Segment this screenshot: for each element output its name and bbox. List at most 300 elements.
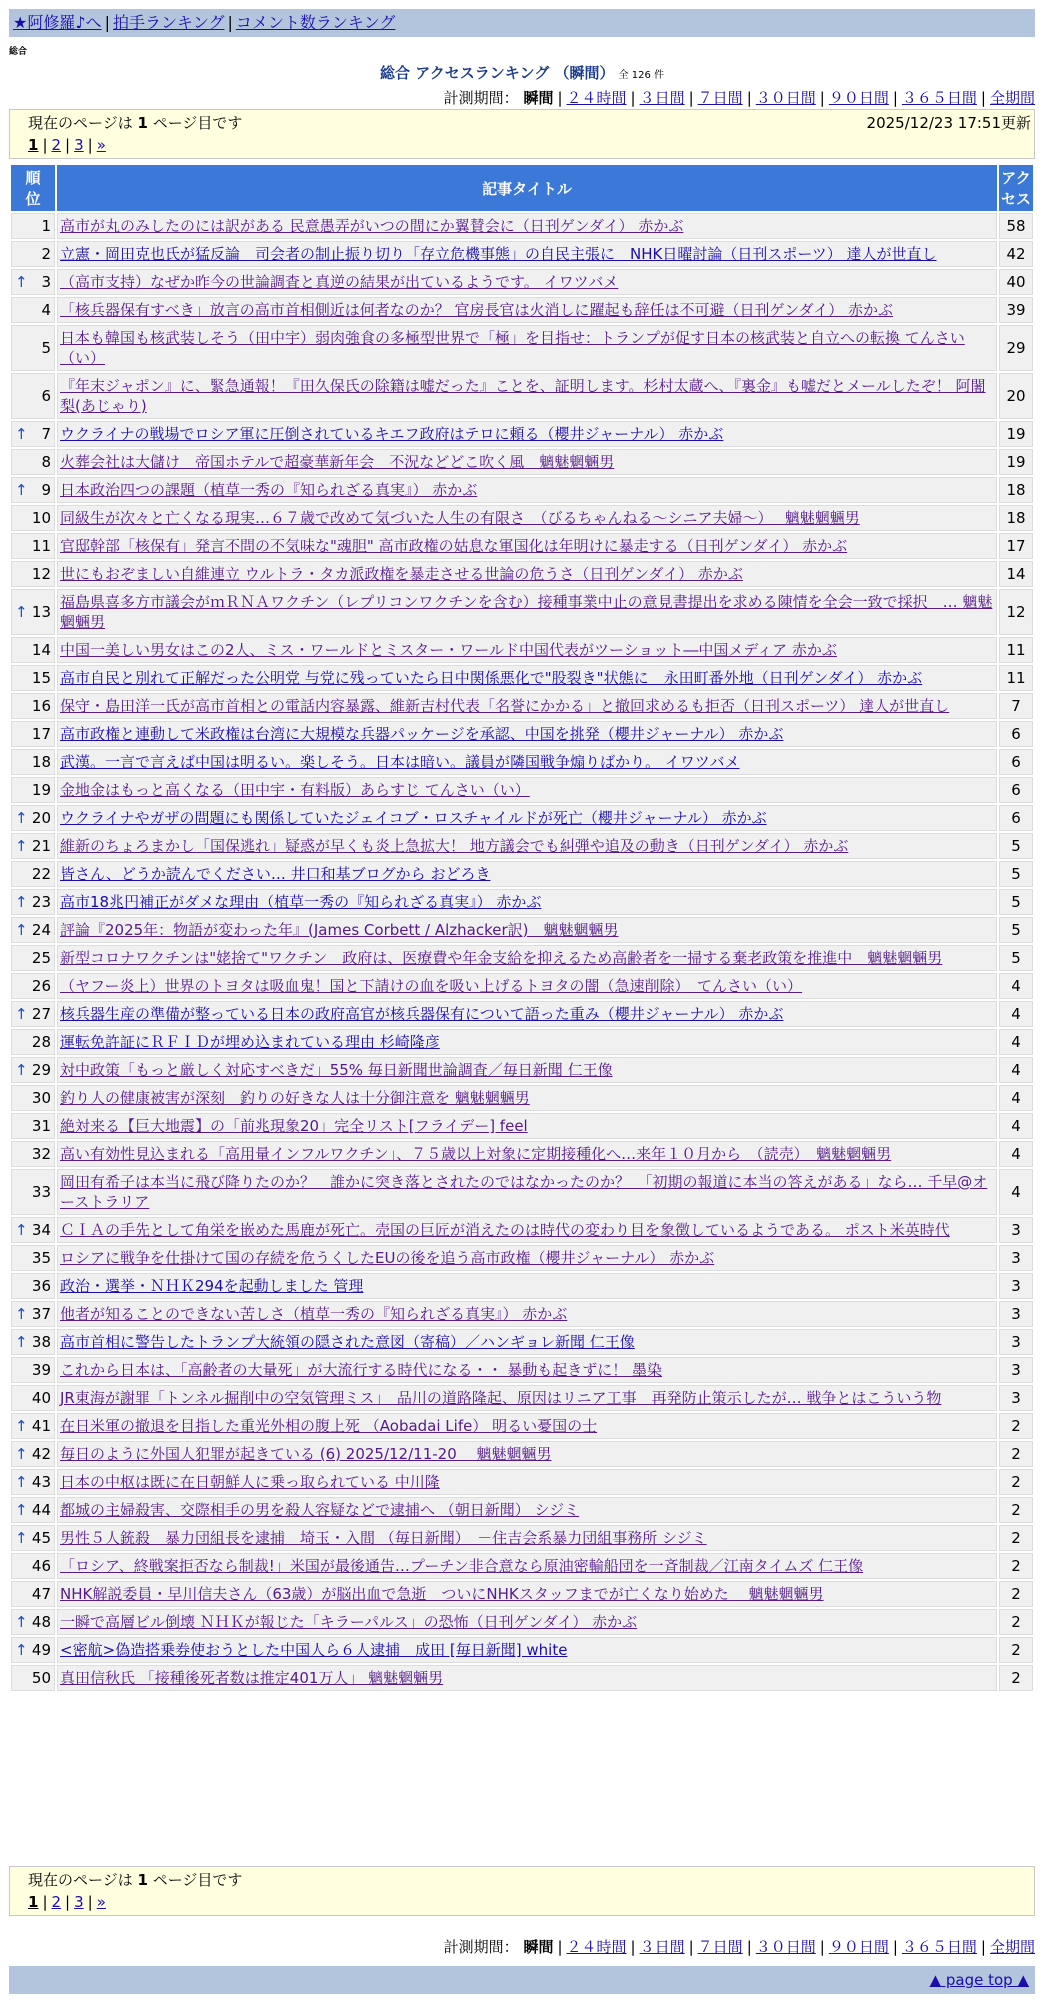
period-option-4[interactable]: ９０日間 bbox=[828, 1938, 889, 1956]
table-row bbox=[11, 1141, 1033, 1167]
period-separator: | bbox=[980, 89, 986, 107]
period-separator: | bbox=[688, 89, 694, 107]
rank-number: 44 bbox=[31, 1501, 51, 1519]
table-row bbox=[11, 449, 1033, 475]
article-link[interactable]: JR東海が謝罪「トンネル掘削中の空気管理ミス」 品川の道路隆起、原因はリニア工事 再発防止策示したが… 戦争とはこういう物 bbox=[60, 1389, 942, 1407]
article-link[interactable]: （ヤフー炎上）世界のトヨタは吸血鬼！国と下請けの血を吸い上げるトヨタの闇（急速削除） てんさい（い） bbox=[60, 977, 803, 995]
access-count: 4 bbox=[999, 1141, 1033, 1167]
rank-cell bbox=[11, 1057, 55, 1083]
rank-cell bbox=[11, 637, 55, 663]
article-link[interactable]: 高市政権と連動して米政権は台湾に大規模な兵器パッケージを承認、中国を挑発（櫻井ジャーナル） 赤かぶ bbox=[60, 725, 784, 743]
title-cell bbox=[57, 1637, 997, 1663]
article-link[interactable]: 日本政治四つの課題（植草一秀の『知られざる真実』） 赤かぶ bbox=[60, 481, 478, 499]
period-option-6[interactable]: 全期間 bbox=[989, 89, 1035, 107]
pager-separator: | bbox=[42, 136, 48, 154]
table-row bbox=[11, 1217, 1033, 1243]
article-link[interactable]: 新型コロナワクチンは"姥捨て"ワクチン 政府は、医療費や年金支給を抑えるため高齢者を一掃する棄老政策を推進中 魑魅魍魎男 bbox=[60, 949, 943, 967]
table-row bbox=[11, 1329, 1033, 1355]
rank-cell bbox=[11, 421, 55, 447]
rank-number: 1 bbox=[41, 217, 51, 235]
period-separator: | bbox=[746, 1938, 752, 1956]
table-row bbox=[11, 421, 1033, 447]
table-row bbox=[11, 861, 1033, 887]
table-row bbox=[11, 665, 1033, 691]
category-label: 総合 bbox=[9, 47, 28, 57]
table-row bbox=[11, 1057, 1033, 1083]
table-row bbox=[11, 297, 1033, 323]
period-option-1[interactable]: ３日間 bbox=[639, 89, 685, 107]
access-count: 4 bbox=[999, 1057, 1033, 1083]
access-count: 3 bbox=[999, 1329, 1033, 1355]
rank-number: 18 bbox=[31, 753, 51, 771]
rank-cell bbox=[11, 449, 55, 475]
page-info-bottom bbox=[9, 1866, 1035, 1916]
title-cell bbox=[57, 505, 997, 531]
table-row bbox=[11, 777, 1033, 803]
rank-up-arrow-icon: ↑ bbox=[15, 921, 28, 939]
rank-number: 3 bbox=[41, 273, 51, 291]
article-link[interactable]: 一瞬で高層ビル倒壊 ＮＨＫが報じた「キラーパルス」の恐怖（日刊ゲンダイ） 赤かぶ bbox=[60, 1613, 638, 1631]
page-info-top bbox=[9, 109, 1035, 159]
article-link[interactable]: 高市首相に警告したトランプ大統領の隠された意図（寄稿）／ハンギョレ新聞 仁王像 bbox=[60, 1333, 635, 1351]
table-row bbox=[11, 1245, 1033, 1271]
rank-cell bbox=[11, 1581, 55, 1607]
applause-ranking-link[interactable]: 拍手ランキング bbox=[112, 13, 225, 32]
access-count: 2 bbox=[999, 1581, 1033, 1607]
access-count: 2 bbox=[999, 1441, 1033, 1467]
rank-number: 11 bbox=[31, 537, 51, 555]
period-option-0[interactable]: ２４時間 bbox=[566, 1938, 627, 1956]
table-row bbox=[11, 749, 1033, 775]
access-count: 11 bbox=[999, 637, 1033, 663]
comment-ranking-link[interactable]: コメント数ランキング bbox=[235, 13, 396, 32]
article-link[interactable]: 岡田有希子は本当に飛び降りたのか？ 誰かに突き落とされたのではなかったのか？ 「初期の報道に本当の答えがある」なら… 千早@オーストラリア bbox=[60, 1173, 988, 1211]
title-cell bbox=[57, 449, 997, 475]
period-selector-top bbox=[444, 87, 1035, 108]
table-row bbox=[11, 1469, 1033, 1495]
period-option-5[interactable]: ３６５日間 bbox=[901, 1938, 977, 1956]
pager-separator: | bbox=[87, 1893, 93, 1911]
article-link[interactable]: 皆さん、どうか読んでください… 井口和基ブログから おどろき bbox=[60, 865, 491, 883]
access-count: 12 bbox=[999, 589, 1033, 635]
period-separator: | bbox=[557, 89, 563, 107]
pager-top bbox=[28, 136, 106, 154]
access-count: 5 bbox=[999, 889, 1033, 915]
table-row bbox=[11, 805, 1033, 831]
current-page-text bbox=[28, 112, 242, 133]
period-option-1[interactable]: ３日間 bbox=[639, 1938, 685, 1956]
table-row bbox=[11, 1525, 1033, 1551]
rank-number: 27 bbox=[31, 1005, 51, 1023]
rank-cell bbox=[11, 889, 55, 915]
rank-number: 28 bbox=[31, 1033, 51, 1051]
article-link[interactable]: <密航>偽造搭乗券使おうとした中国人ら６人逮捕 成田 [毎日新聞] white bbox=[60, 1641, 568, 1659]
rank-cell bbox=[11, 1525, 55, 1551]
table-row bbox=[11, 1001, 1033, 1027]
article-link[interactable]: 高い有効性見込まれる「高用量インフルワクチン」、７５歳以上対象に定期接種化へ…来年１０月から （読売） 魑魅魍魎男 bbox=[60, 1145, 892, 1163]
table-row bbox=[11, 1581, 1033, 1607]
rank-cell bbox=[11, 1029, 55, 1055]
article-link[interactable]: 「ロシア、終戦案拒否なら制裁!」米国が最後通告…プーチン非合意なら原油密輸船団を一斉制裁／江南タイムズ 仁王像 bbox=[60, 1557, 864, 1575]
article-link[interactable]: 維新のちょろまかし「国保逃れ」疑惑が早くも炎上急拡大！ 地方議会でも糾弾や追及の動き（日刊ゲンダイ） 赤かぶ bbox=[60, 837, 849, 855]
rank-number: 7 bbox=[41, 425, 51, 443]
page-prefix: 現在のページは bbox=[28, 114, 133, 132]
period-separator: | bbox=[892, 1938, 898, 1956]
period-current: 瞬間 bbox=[523, 89, 554, 107]
article-link[interactable]: 保守・島田洋一氏が高市首相との電話内容暴露、維新吉村代表「名誉にかかる」と撤回求めるも拒否（日刊スポーツ） 達人が世直し bbox=[60, 697, 950, 715]
total-count: 全 126 件 bbox=[618, 70, 664, 81]
table-row bbox=[11, 1029, 1033, 1055]
rank-cell bbox=[11, 1301, 55, 1327]
pager-page-3[interactable]: 3 bbox=[74, 1893, 84, 1911]
table-row bbox=[11, 505, 1033, 531]
access-count: 2 bbox=[999, 1525, 1033, 1551]
title-cell bbox=[57, 325, 997, 371]
article-link[interactable]: 真田信秋氏 「接種後死者数は推定401万人」 魑魅魍魎男 bbox=[60, 1669, 444, 1687]
article-link[interactable]: 同級生が次々と亡くなる現実…６７歳で改めて気づいた人生の有限さ （びるちゃんねる～シニア夫婦～） 魑魅魍魎男 bbox=[60, 509, 860, 527]
title-cell bbox=[57, 1141, 997, 1167]
title-cell bbox=[57, 1385, 997, 1411]
table-row bbox=[11, 721, 1033, 747]
article-link[interactable]: 立憲・岡田克也氏が猛反論 司会者の制止振り切り「存立危機事態」の自民主張に NHK日曜討論（日刊スポーツ） 達人が世直し bbox=[60, 245, 937, 263]
title-cell bbox=[57, 561, 997, 587]
title-cell bbox=[57, 1553, 997, 1579]
rank-cell bbox=[11, 1357, 55, 1383]
title-cell bbox=[57, 861, 997, 887]
rank-cell bbox=[11, 1169, 55, 1215]
title-cell bbox=[57, 1001, 997, 1027]
rank-cell bbox=[11, 1273, 55, 1299]
article-link[interactable]: 政治・選挙・ＮＨＫ294を起動しました 管理 bbox=[60, 1277, 364, 1295]
table-row bbox=[11, 833, 1033, 859]
rank-number: 37 bbox=[31, 1305, 51, 1323]
article-link[interactable]: 在日米軍の撤退を目指した重光外相の腹上死 （Aobadai Life） 明るい憂国の士 bbox=[60, 1417, 598, 1435]
pager-bottom bbox=[28, 1893, 106, 1911]
rank-number: 34 bbox=[31, 1221, 51, 1239]
title-cell bbox=[57, 1357, 997, 1383]
table-row bbox=[11, 889, 1033, 915]
access-count: 40 bbox=[999, 269, 1033, 295]
table-row bbox=[11, 1497, 1033, 1523]
article-link[interactable]: 武漢。一言で言えば中国は明るい。楽しそう。日本は暗い。議員が隣国戦争煽りばかり。 イワツバメ bbox=[60, 753, 740, 771]
period-option-2[interactable]: ７日間 bbox=[697, 1938, 743, 1956]
pager-current: 1 bbox=[28, 136, 39, 154]
top-nav-bar bbox=[9, 9, 1035, 37]
access-count: 4 bbox=[999, 1001, 1033, 1027]
table-row bbox=[11, 1385, 1033, 1411]
col-title-header: 記事タイトル bbox=[57, 165, 997, 211]
bottom-bar bbox=[9, 1966, 1035, 1994]
access-count: 19 bbox=[999, 421, 1033, 447]
article-link[interactable]: 世にもおぞましい自維連立 ウルトラ・タカ派政権を暴走させる世論の危うさ（日刊ゲンダイ） 赤かぶ bbox=[60, 565, 743, 583]
rank-cell bbox=[11, 1141, 55, 1167]
access-count: 19 bbox=[999, 449, 1033, 475]
rank-cell bbox=[11, 973, 55, 999]
rank-cell bbox=[11, 505, 55, 531]
rank-number: 4 bbox=[41, 301, 51, 319]
article-link[interactable]: 中国一美しい男女はこの2人、ミス・ワールドとミスター・ワールド中国代表がツーショット―中国メディア 赤かぶ bbox=[60, 641, 837, 659]
access-count: 4 bbox=[999, 1169, 1033, 1215]
access-count: 5 bbox=[999, 861, 1033, 887]
article-link[interactable]: 高市が丸のみしたのには訳がある 民意愚弄がいつの間にか翼賛会に（日刊ゲンダイ） 赤かぶ bbox=[60, 217, 684, 235]
title-cell bbox=[57, 1329, 997, 1355]
rank-number: 2 bbox=[41, 245, 51, 263]
access-count: 3 bbox=[999, 1385, 1033, 1411]
title-cell bbox=[57, 1441, 997, 1467]
pager-page-3[interactable]: 3 bbox=[74, 136, 84, 154]
ranking-table-wrapper bbox=[9, 163, 1035, 1693]
rank-number: 41 bbox=[31, 1417, 51, 1435]
col-rank-header: 順 位 bbox=[11, 165, 55, 211]
access-count: 6 bbox=[999, 721, 1033, 747]
title-cell bbox=[57, 1301, 997, 1327]
article-link[interactable]: 男性５人銃殺 暴力団組長を逮捕 埼玉・入間 （毎日新聞） －住吉会系暴力団組事務所 シジミ bbox=[60, 1529, 707, 1547]
rank-number: 50 bbox=[31, 1669, 51, 1687]
rank-up-arrow-icon: ↑ bbox=[15, 837, 28, 855]
nav-separator: | bbox=[104, 13, 110, 32]
period-selector-bottom bbox=[444, 1936, 1035, 1957]
rank-number: 15 bbox=[31, 669, 51, 687]
period-option-4[interactable]: ９０日間 bbox=[828, 89, 889, 107]
rank-up-arrow-icon: ↑ bbox=[15, 1473, 28, 1491]
title-cell bbox=[57, 1413, 997, 1439]
article-link[interactable]: ウクライナの戦場でロシア軍に圧倒されているキエフ政府はテロに頼る（櫻井ジャーナル） 赤かぶ bbox=[60, 425, 724, 443]
title-cell bbox=[57, 721, 997, 747]
article-link[interactable]: 金地金はもっと高くなる（田中宇・有料版）あらすじ てんさい（い） bbox=[60, 781, 530, 799]
article-link[interactable]: 火葬会社は大儲け 帝国ホテルで超豪華新年会 不況などどこ吹く風 魑魅魍魎男 bbox=[60, 453, 615, 471]
rank-number: 17 bbox=[31, 725, 51, 743]
pager-separator: | bbox=[65, 136, 71, 154]
title-cell bbox=[57, 1609, 997, 1635]
article-link[interactable]: ロシアに戦争を仕掛けて国の存続を危うくしたEUの後を追う高市政権（櫻井ジャーナル） 赤かぶ bbox=[60, 1249, 715, 1267]
rank-number: 21 bbox=[31, 837, 51, 855]
table-row bbox=[11, 269, 1033, 295]
table-row bbox=[11, 1273, 1033, 1299]
table-row bbox=[11, 373, 1033, 419]
ranking-title: 総合 アクセスランキング （瞬間） bbox=[380, 64, 615, 82]
title-cell bbox=[57, 637, 997, 663]
access-count: 20 bbox=[999, 373, 1033, 419]
page-top-link[interactable]: ▲ page top ▲ bbox=[929, 1971, 1029, 1989]
access-count: 18 bbox=[999, 477, 1033, 503]
period-option-5[interactable]: ３６５日間 bbox=[901, 89, 977, 107]
table-row bbox=[11, 917, 1033, 943]
rank-cell bbox=[11, 917, 55, 943]
title-cell bbox=[57, 665, 997, 691]
title-cell bbox=[57, 213, 997, 239]
period-label: 計測期間： bbox=[443, 89, 524, 107]
rank-cell bbox=[11, 1553, 55, 1579]
table-row bbox=[11, 589, 1033, 635]
table-row bbox=[11, 1665, 1033, 1691]
rank-cell bbox=[11, 1217, 55, 1243]
article-link[interactable]: 福島県喜多方市議会がｍＲＮＡワクチン（レプリコンワクチンを含む）接種事業中止の意見書提出を求める陳情を全会一致で採択 … 魑魅魍魎男 bbox=[60, 593, 993, 631]
article-link[interactable]: 他者が知ることのできない苦しさ（植草一秀の『知られざる真実』） 赤かぶ bbox=[60, 1305, 568, 1323]
title-cell bbox=[57, 1029, 997, 1055]
page-number: 1 bbox=[137, 114, 148, 132]
article-link[interactable]: 高市自民と別れて正解だった公明党 与党に残っていたら日中関係悪化で"股裂き"状態に 永田町番外地（日刊ゲンダイ） 赤かぶ bbox=[60, 669, 923, 687]
rank-cell bbox=[11, 477, 55, 503]
table-row bbox=[11, 477, 1033, 503]
table-row bbox=[11, 693, 1033, 719]
pager-page-2[interactable]: 2 bbox=[51, 136, 62, 154]
period-separator: | bbox=[819, 89, 825, 107]
current-page-text bbox=[28, 1869, 242, 1890]
rank-cell bbox=[11, 833, 55, 859]
rank-number: 29 bbox=[31, 1061, 51, 1079]
rank-number: 48 bbox=[31, 1613, 51, 1631]
rank-up-arrow-icon: ↑ bbox=[15, 425, 28, 443]
title-cell bbox=[57, 1665, 997, 1691]
article-link[interactable]: 高市18兆円補正がダメな理由（植草一秀の『知られざる真実』） 赤かぶ bbox=[60, 893, 542, 911]
article-link[interactable]: 運転免許証にＲＦＩＤが埋め込まれている理由 杉崎隆彦 bbox=[60, 1033, 440, 1051]
period-current: 瞬間 bbox=[523, 1938, 554, 1956]
table-row bbox=[11, 1413, 1033, 1439]
rank-number: 31 bbox=[31, 1117, 51, 1135]
page-suffix: ページ目です bbox=[152, 114, 243, 132]
rank-cell bbox=[11, 721, 55, 747]
article-link[interactable]: 『年末ジャポン』に、緊急通報！『田久保氏の除籍は嘘だった』ことを、証明します。杉村太蔵へ、『裏金』も嘘だとメールしたぞ！ 阿闍梨(あじゃり) bbox=[60, 377, 986, 415]
rank-cell bbox=[11, 269, 55, 295]
article-link[interactable]: 官邸幹部「核保有」発言不問の不気味な"魂胆" 高市政権の姑息な軍国化は年明けに暴走する（日刊ゲンダイ） 赤かぶ bbox=[60, 537, 848, 555]
rank-up-arrow-icon: ↑ bbox=[15, 1305, 28, 1323]
article-link[interactable]: 都城の主婦殺害、交際相手の男を殺人容疑などで逮捕へ （朝日新聞） シジミ bbox=[60, 1501, 580, 1519]
title-cell bbox=[57, 945, 997, 971]
rank-number: 6 bbox=[41, 387, 51, 405]
home-link[interactable]: ★阿修羅♪へ bbox=[13, 13, 102, 32]
period-option-3[interactable]: ３０日間 bbox=[755, 1938, 816, 1956]
rank-cell bbox=[11, 589, 55, 635]
pager-next[interactable]: » bbox=[96, 1893, 106, 1911]
rank-number: 45 bbox=[31, 1529, 51, 1547]
access-count: 39 bbox=[999, 297, 1033, 323]
rank-up-arrow-icon: ↑ bbox=[15, 893, 28, 911]
rank-cell bbox=[11, 1469, 55, 1495]
title-cell bbox=[57, 297, 997, 323]
article-link[interactable]: 核兵器生産の準備が整っている日本の政府高官が核兵器保有について語った重み（櫻井ジャーナル） 赤かぶ bbox=[60, 1005, 784, 1023]
access-count: 14 bbox=[999, 561, 1033, 587]
article-link[interactable]: 対中政策「もっと厳しく対応すべきだ」55% 毎日新聞世論調査／毎日新聞 仁王像 bbox=[60, 1061, 613, 1079]
title-cell bbox=[57, 1085, 997, 1111]
title-cell bbox=[57, 749, 997, 775]
rank-up-arrow-icon: ↑ bbox=[15, 1005, 28, 1023]
title-cell bbox=[57, 269, 997, 295]
rank-up-arrow-icon: ↑ bbox=[15, 1501, 28, 1519]
table-row bbox=[11, 1637, 1033, 1663]
title-cell bbox=[57, 1525, 997, 1551]
access-count: 2 bbox=[999, 1665, 1033, 1691]
rank-number: 24 bbox=[31, 921, 51, 939]
rank-up-arrow-icon: ↑ bbox=[15, 1445, 28, 1463]
article-link[interactable]: NHK解説委員・早川信夫さん（63歳）が脳出血で急逝 ついにNHKスタッフまでが亡くなり始めた 魑魅魍魎男 bbox=[60, 1585, 824, 1603]
article-link[interactable]: （高市支持）なぜか昨今の世論調査と真逆の結果が出ているようです。 イワツバメ bbox=[60, 273, 619, 291]
rank-cell bbox=[11, 297, 55, 323]
pager-next[interactable]: » bbox=[96, 136, 106, 154]
period-option-3[interactable]: ３０日間 bbox=[755, 89, 816, 107]
access-count: 2 bbox=[999, 1637, 1033, 1663]
period-option-0[interactable]: ２４時間 bbox=[566, 89, 627, 107]
period-option-6[interactable]: 全期間 bbox=[989, 1938, 1035, 1956]
access-count: 18 bbox=[999, 505, 1033, 531]
period-separator: | bbox=[688, 1938, 694, 1956]
rank-up-arrow-icon: ↑ bbox=[15, 1221, 28, 1239]
article-link[interactable]: 日本も韓国も核武装しそう（田中宇）弱肉強食の多極型世界で「極」を目指せ：トランプが促す日本の核武装と自立への転換 てんさい（い） bbox=[60, 329, 965, 367]
period-separator: | bbox=[557, 1938, 563, 1956]
article-link[interactable]: ウクライナやガザの問題にも関係していたジェイコブ・ロスチャイルドが死亡（櫻井ジャーナル） 赤かぶ bbox=[60, 809, 767, 827]
table-row bbox=[11, 1085, 1033, 1111]
page-suffix: ページ目です bbox=[152, 1871, 243, 1889]
rank-cell bbox=[11, 325, 55, 371]
title-cell bbox=[57, 1581, 997, 1607]
rank-number: 23 bbox=[31, 893, 51, 911]
access-count: 5 bbox=[999, 945, 1033, 971]
table-row bbox=[11, 1357, 1033, 1383]
rank-number: 22 bbox=[31, 865, 51, 883]
article-link[interactable]: これから日本は、「高齢者の大量死」が大流行する時代になる・・ 暴動も起きずに！ 墨染 bbox=[60, 1361, 663, 1379]
rank-number: 5 bbox=[41, 339, 51, 357]
access-count: 2 bbox=[999, 1553, 1033, 1579]
rank-cell bbox=[11, 213, 55, 239]
article-link[interactable]: 評論『2025年：物語が変わった年』(James Corbett / Alzhacker訳) 魑魅魍魎男 bbox=[60, 921, 619, 939]
title-cell bbox=[57, 373, 997, 419]
access-count: 3 bbox=[999, 1217, 1033, 1243]
table-row bbox=[11, 561, 1033, 587]
rank-cell bbox=[11, 1085, 55, 1111]
page-prefix: 現在のページは bbox=[28, 1871, 133, 1889]
rank-cell bbox=[11, 665, 55, 691]
rank-cell bbox=[11, 1001, 55, 1027]
title-cell bbox=[57, 777, 997, 803]
rank-up-arrow-icon: ↑ bbox=[15, 1061, 28, 1079]
article-link[interactable]: 毎日のように外国人犯罪が起きている (6) 2025/12/11-20 魑魅魍魎男 bbox=[60, 1445, 552, 1463]
nav-separator: | bbox=[227, 13, 233, 32]
table-row bbox=[11, 1553, 1033, 1579]
period-label: 計測期間： bbox=[443, 1938, 524, 1956]
article-link[interactable]: 日本の中枢は既に在日朝鮮人に乗っ取られている 中川隆 bbox=[60, 1473, 440, 1491]
article-link[interactable]: 絶対来る【巨大地震】の「前兆現象20」完全リスト[フライデー] feel bbox=[60, 1117, 528, 1135]
rank-cell bbox=[11, 1329, 55, 1355]
col-access-header: アク セス bbox=[999, 165, 1033, 211]
access-count: 5 bbox=[999, 833, 1033, 859]
page-number: 1 bbox=[137, 1871, 148, 1889]
article-link[interactable]: 「核兵器保有すべき」放言の高市首相側近は何者なのか？ 官房長官は火消しに躍起も辞任は不可避（日刊ゲンダイ） 赤かぶ bbox=[60, 301, 894, 319]
pager-page-2[interactable]: 2 bbox=[51, 1893, 62, 1911]
period-option-2[interactable]: ７日間 bbox=[697, 89, 743, 107]
rank-cell bbox=[11, 1385, 55, 1411]
title-cell bbox=[57, 917, 997, 943]
access-count: 4 bbox=[999, 973, 1033, 999]
rank-cell bbox=[11, 1497, 55, 1523]
article-link[interactable]: 釣り人の健康被害が深刻 釣りの好きな人は十分御注意を 魑魅魍魎男 bbox=[60, 1089, 530, 1107]
table-row bbox=[11, 1609, 1033, 1635]
access-count: 3 bbox=[999, 1357, 1033, 1383]
title-cell bbox=[57, 693, 997, 719]
rank-cell bbox=[11, 693, 55, 719]
rank-number: 8 bbox=[41, 453, 51, 471]
rank-cell bbox=[11, 805, 55, 831]
rank-number: 10 bbox=[31, 509, 51, 527]
rank-number: 38 bbox=[31, 1333, 51, 1351]
rank-number: 42 bbox=[31, 1445, 51, 1463]
access-count: 29 bbox=[999, 325, 1033, 371]
pager-separator: | bbox=[65, 1893, 71, 1911]
table-row bbox=[11, 213, 1033, 239]
article-link[interactable]: ＣＩＡの手先として角栄を嵌めた馬鹿が死亡。売国の巨匠が消えたのは時代の変わり目を象徴しているようである。 ポスト米英時代 bbox=[60, 1221, 950, 1239]
title-cell bbox=[57, 477, 997, 503]
table-row bbox=[11, 1113, 1033, 1139]
access-count: 2 bbox=[999, 1497, 1033, 1523]
period-separator: | bbox=[980, 1938, 986, 1956]
